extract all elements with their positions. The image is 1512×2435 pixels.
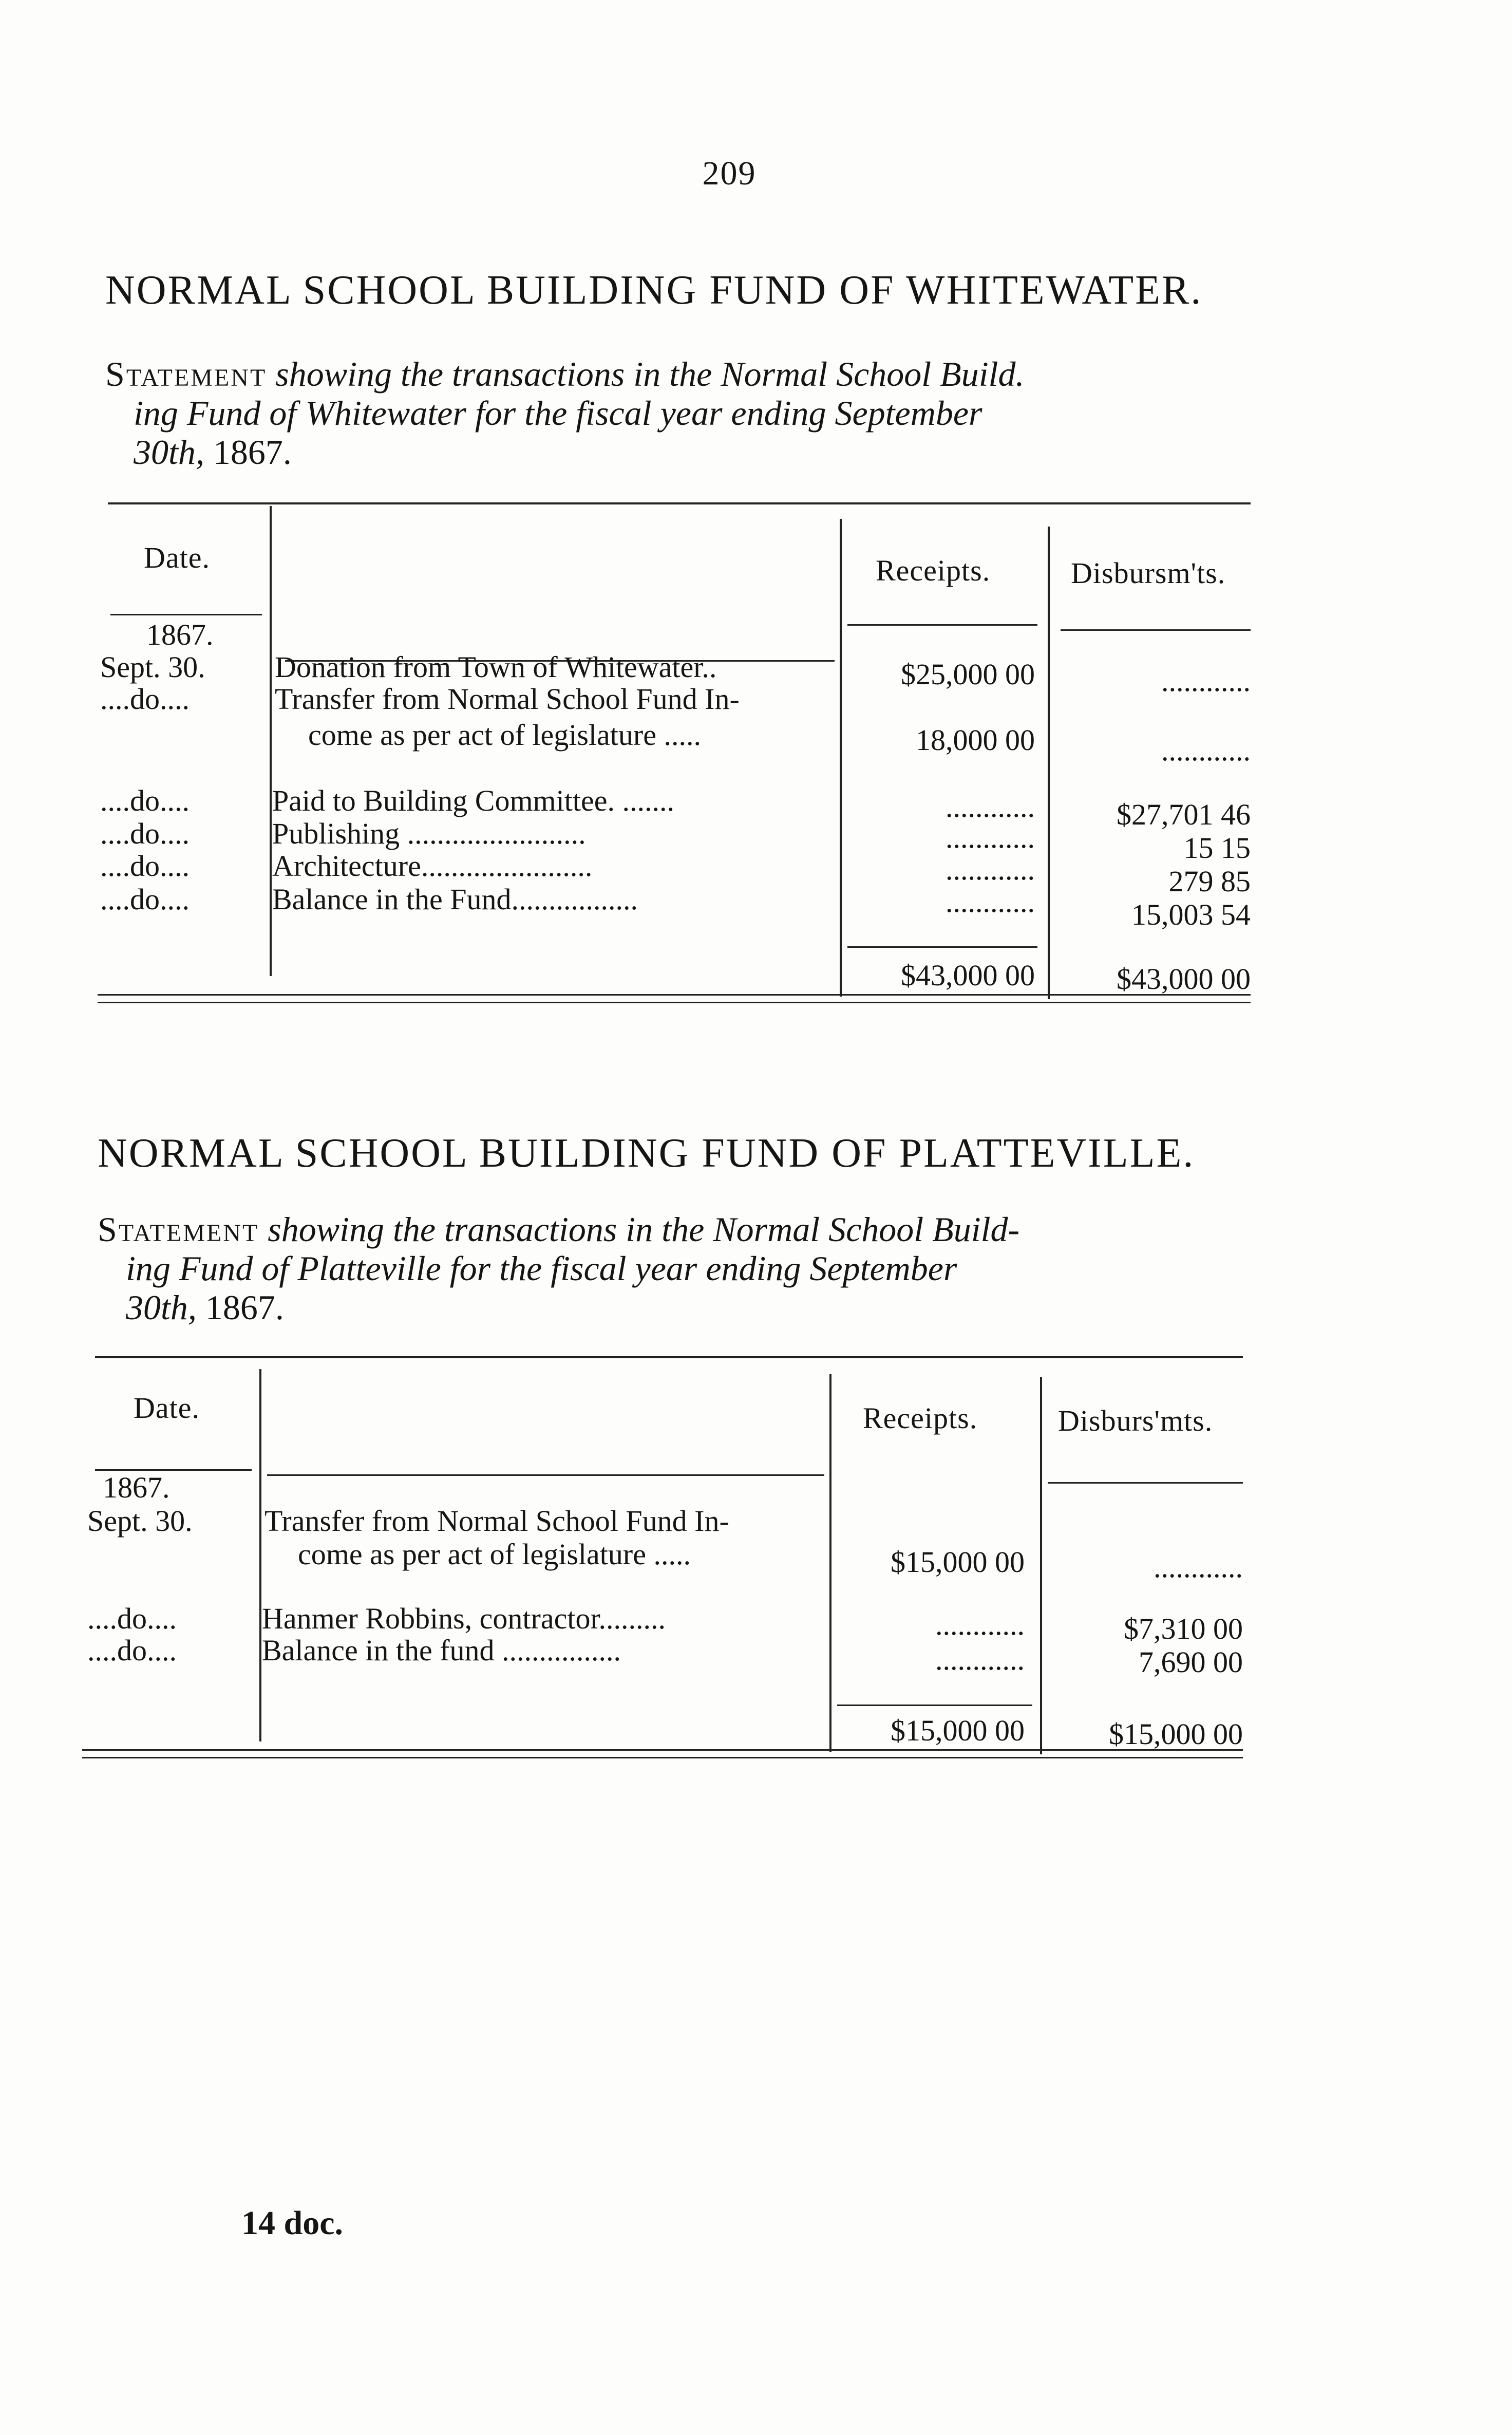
column-header-receipts: Receipts.: [863, 1401, 978, 1435]
row-description: Transfer from Normal School Fund In-: [275, 682, 740, 716]
row-description-cont: come as per act of legislature .....: [298, 1538, 691, 1571]
row-disbursements: $27,701 46: [1117, 798, 1251, 831]
row-date: ....do....: [87, 1634, 177, 1667]
year-label: 1867.: [146, 618, 214, 651]
year-label: 1867.: [103, 1471, 170, 1504]
statement-lead: Statement: [105, 354, 267, 394]
column-header-receipts: Receipts.: [876, 554, 991, 587]
row-date: Sept. 30.: [100, 650, 205, 684]
statement-text-line1: showing the transactions in the Normal School Build-: [268, 1210, 1020, 1249]
total-disbursements: $43,000 00: [1117, 962, 1251, 996]
row-receipts: $15,000 00: [891, 1545, 1025, 1579]
row-disbursements: ............: [1161, 734, 1251, 767]
column-header-date: Date.: [144, 541, 210, 574]
statement-day: 30th,: [126, 1288, 197, 1327]
row-disbursements: 15,003 54: [1131, 898, 1251, 931]
row-description: Architecture.......................: [272, 849, 593, 883]
row-receipts: ............: [946, 821, 1035, 854]
statement-text-line2: ing Fund of Platteville for the fiscal year ending September: [126, 1249, 957, 1288]
row-description: Paid to Building Committee. .......: [272, 784, 674, 817]
row-date: ....do....: [100, 682, 190, 716]
row-date: ....do....: [87, 1602, 177, 1635]
column-header-date: Date.: [134, 1391, 200, 1425]
total-disbursements: $15,000 00: [1109, 1717, 1243, 1751]
statement-text-line1: showing the transactions in the Normal School Build.: [275, 354, 1025, 394]
row-description: Balance in the fund ................: [262, 1634, 621, 1667]
row-disbursements: 7,690 00: [1139, 1645, 1243, 1679]
statement-lead: Statement: [98, 1210, 259, 1249]
row-receipts: 18,000 00: [916, 723, 1035, 757]
section-heading-whitewater: NORMAL SCHOOL BUILDING FUND OF WHITEWATER.: [105, 268, 1203, 313]
total-receipts: $43,000 00: [901, 959, 1035, 992]
row-description: Transfer from Normal School Fund In-: [264, 1504, 729, 1538]
row-date: ....do....: [100, 883, 190, 916]
row-disbursements: 279 85: [1168, 865, 1251, 898]
folio-signature: 14 doc.: [241, 2204, 343, 2242]
row-receipts: ............: [946, 885, 1035, 919]
row-description: Publishing ........................: [272, 817, 586, 850]
row-receipts: $25,000 00: [901, 658, 1035, 691]
total-receipts: $15,000 00: [891, 1714, 1025, 1747]
row-receipts: ............: [946, 790, 1035, 823]
statement-year: 1867.: [205, 1288, 284, 1327]
row-date: ....do....: [100, 784, 190, 817]
row-description-cont: come as per act of legislature .....: [308, 718, 701, 752]
column-header-disbursements: Disburs'mts.: [1058, 1404, 1213, 1437]
row-date: ....do....: [100, 817, 190, 850]
row-date: Sept. 30.: [87, 1504, 193, 1538]
row-disbursements: ............: [1154, 1550, 1243, 1584]
row-date: ....do....: [100, 849, 190, 883]
page-number: 209: [702, 155, 757, 192]
row-receipts: ............: [935, 1608, 1025, 1641]
row-receipts: ............: [946, 853, 1035, 886]
row-description: Donation from Town of Whitewater..: [275, 650, 717, 684]
section-heading-platteville: NORMAL SCHOOL BUILDING FUND OF PLATTEVILLE.: [98, 1131, 1195, 1176]
row-receipts: ............: [935, 1643, 1025, 1676]
row-disbursements: ............: [1161, 664, 1251, 698]
row-disbursements: $7,310 00: [1124, 1612, 1243, 1645]
column-header-disbursements: Disbursm'ts.: [1071, 556, 1226, 590]
row-disbursements: 15 15: [1183, 831, 1251, 865]
row-description: Hanmer Robbins, contractor.........: [262, 1602, 666, 1635]
statement-year: 1867.: [213, 433, 292, 472]
row-description: Balance in the Fund.................: [272, 883, 638, 916]
statement-day: 30th,: [134, 433, 204, 472]
statement-text-line2: ing Fund of Whitewater for the fiscal year ending September: [134, 394, 982, 433]
